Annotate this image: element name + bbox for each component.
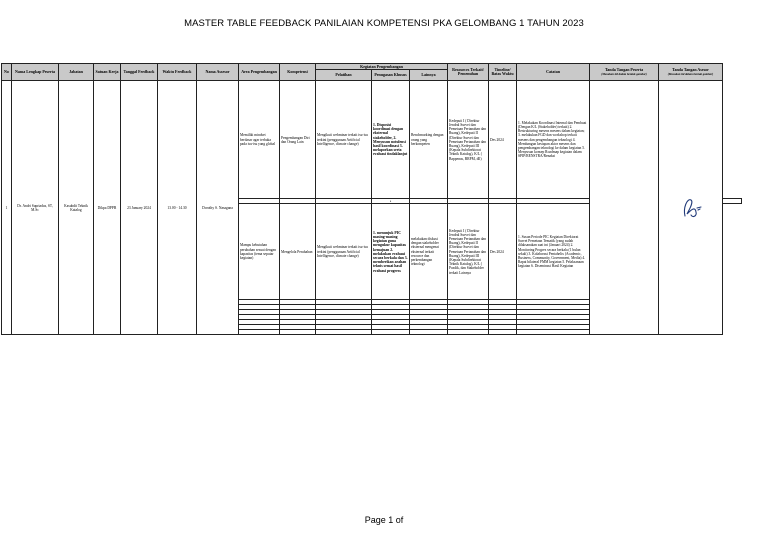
cell-lainnya: Benchmarking dengan orang yang berkompeten <box>410 81 448 199</box>
cell-catatan: 1. Melakukan Koordinasi Internal dan Pembuat (Dengan K/L (Stakeholder) terkait) 2. Restrukturing mesens mesens dalam kegiatan; 3. melakukan FGD dan workshop terkait mesens dan pengembangan teknologi 4. Membangun kesiapan aktor mesens dan pengembangan teknologi ke dalam kegiatan 5. Menyusun konsep Roadmap kegiatan dalam SPIP/RENSTRA/Renaksi <box>517 81 590 199</box>
header-satuan-kerja: Satuan Kerja <box>94 64 121 81</box>
header-lainnya: Lainnya <box>410 70 448 81</box>
cell-timeline: Des 2024 <box>489 204 517 300</box>
cell-area: Mampu kebutuhan perubahan sesuai dengan kapasitas (tema seputar kegiatan) <box>239 204 280 300</box>
cell-resources: Kedeputi I ( Direktur Jendral Survei dan Pemetaan Pertanahan dan Ruang), Kedeputi II (Direktur Survei dan Pemetaan Pertanahan dan Ruang), Kedeputi III (Kepala Subdirektorat Teknik Katalog), K/L ( Pusdik, dan Stakeholder terkait Lainnya <box>448 204 489 300</box>
cell-satuan-kerja: Dikpa DPPB <box>94 81 121 335</box>
feedback-table <box>1 63 742 335</box>
header-ttd-asesor <box>659 64 723 81</box>
page-title: MASTER TABLE FEEDBACK PANILAIAN KOMPETENSI PKA GELOMBANG 1 TAHUN 2023 <box>184 18 584 29</box>
ttd-peserta-label: Tanda Tangan Peserta <box>604 66 644 72</box>
header-jabatan: Jabatan <box>59 64 94 81</box>
header-waktu: Waktu Feedback <box>158 64 197 81</box>
cell-waktu: 13.00 - 14.30 <box>158 81 197 335</box>
cell-kompetensi: Mengelola Perubahan <box>280 204 316 300</box>
cell-area: Memiliki mindset berdasar agar terbuka pada isu-isu yang global <box>239 81 280 199</box>
cell-no: 1 <box>2 81 12 335</box>
header-catatan: Catatan <box>517 64 590 81</box>
cell-ttd-peserta <box>590 81 659 335</box>
cell-timeline: Des 2024 <box>489 81 517 199</box>
header-asesor: Nama Assesor <box>197 64 239 81</box>
header-penugasan: Penugasan Khusus <box>372 70 410 81</box>
header-timeline: Timeline/ Batas Waktu <box>489 64 517 81</box>
cell-pelatihan: Mengikuti webminar terkait isu-isu terkini (penggunaan Artificial Intelligence, climate change) <box>316 204 372 300</box>
cell-lainnya: melakukan diskusi dengan stakeholder eksternal mengenai eksternal terkait resource dan perkembangan teknologi <box>410 204 448 300</box>
cell-jabatan: Kasubdit Teknik Katalog <box>59 81 94 335</box>
page-footer: Page 1 of <box>364 515 404 525</box>
table-row <box>2 81 742 199</box>
cell-asesor: Dorothy S. Nasagana <box>197 81 239 335</box>
cell-tanggal: 23 January 2024 <box>121 81 158 335</box>
header-nama: Nama Lengkap Peserta <box>12 64 59 81</box>
ttd-asesor-label: Tanda Tangan Asesor <box>672 66 709 72</box>
asesor-signature-image <box>671 188 711 228</box>
header-tanggal: Tanggal Feedback <box>121 64 158 81</box>
cell-resources: Kedeputi I ( Direktur Jendral Survei dan Pemetaan Pertanahan dan Ruang), Kedeputi II (Direktur Survei dan Pemetaan Pertanahan dan Ruang), Kedeputi III (Kepala Subdirektorat Teknik Katalog), K/L ( Bappenas, BRPM, dll) <box>448 81 489 199</box>
header-kompetensi: Kompetensi <box>280 64 316 81</box>
ttd-peserta-note: (Masukan ttd dalam bentuk gambar) <box>601 72 647 77</box>
header-resources: Resources Terkait/ Pemenuhan <box>448 64 489 81</box>
cell-nama: Dr. Andri Supriadus, ST, M.Sc <box>12 81 59 335</box>
cell-kompetensi: Pengembangan Diri dan Orang Lain <box>280 81 316 199</box>
cell-penugasan: 1. menunjuk PIC masing-masing kegiatan guna mengukur kapasitas kemajuan 2. melakukan evaluasi secara berkala dan 3. memberikan arahan teknis sesuai hasil evaluasi progress <box>372 204 410 300</box>
cell-penugasan: 1. Disposisi koordinasi dengan eksternal stakeholder, 2. Menyusun notulensi hasil koordinasi 3. melaporkan serta evaluasi tindaklanjut <box>372 81 410 199</box>
cell-catatan: 1. Susun Periode PIC Kegiatan Direktorat Survei Pemetaan Tematik (yang sudah dilaksanakan saat ini (Januari 2024) 2. Monitoring Progres secara berkala (1 bulan sekali) 3. Kolaborasi Pentahelix (Academic, Business, Community, Government, Media) 4. Rapat bilateral FMM kegiatan 5. Pelaksanaan kegiatan 6. Diseminasi Hasil Kegiatan <box>517 204 590 300</box>
header-ttd-peserta <box>590 64 659 81</box>
header-kegiatan: Kegiatan Pengembangan <box>316 64 448 70</box>
header-pelatihan: Pelatihan <box>316 70 372 81</box>
cell-ttd-asesor <box>659 81 723 335</box>
header-no: No <box>2 64 12 81</box>
ttd-asesor-note: (Masukan ttd dalam bentuk gambar) <box>667 72 714 77</box>
cell-pelatihan: Mengikuti webminar terkait isu-isu terkini (penggunaan Artificial Intelligence, climate change) <box>316 81 372 199</box>
header-area: Area Pengembangan <box>239 64 280 81</box>
divider-label: a <box>372 199 410 204</box>
